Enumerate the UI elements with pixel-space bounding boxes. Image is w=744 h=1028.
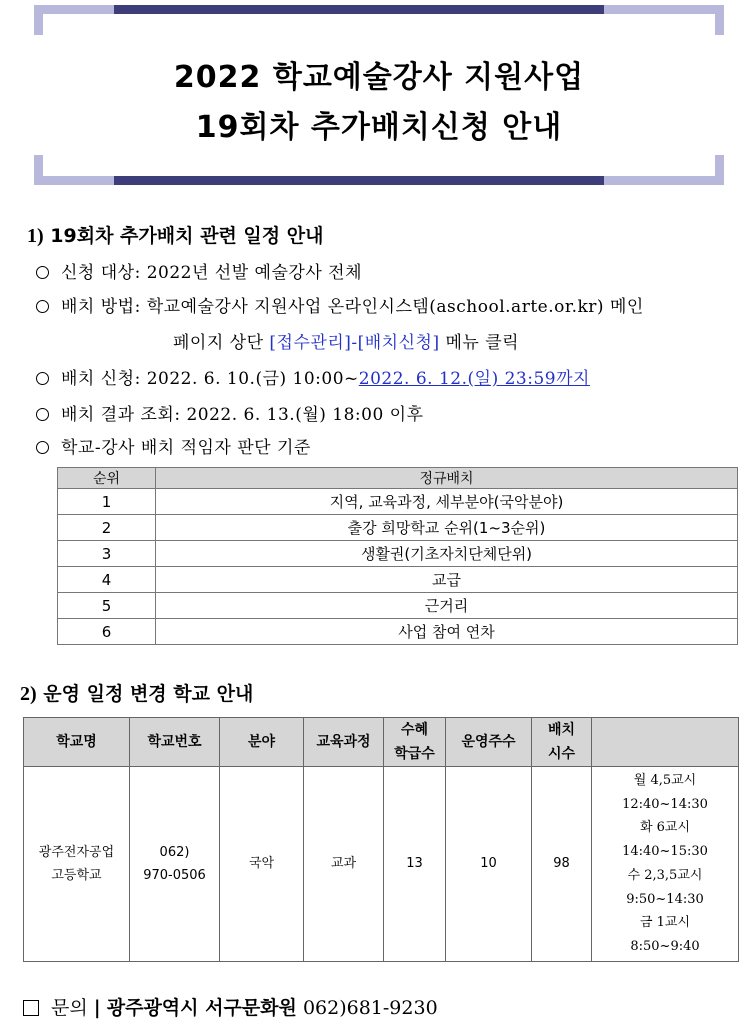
- contact-org: 광주광역시 서구문화원: [106, 997, 297, 1019]
- rank-header-row: [58, 468, 738, 489]
- time-line: 9:50~14:30: [626, 891, 704, 907]
- table-row: [58, 515, 738, 541]
- header-blank: [592, 718, 739, 767]
- rank-cell: 4: [58, 567, 156, 593]
- schedule-header-row: [24, 718, 739, 767]
- time-line: 8:50~9:40: [630, 938, 700, 954]
- contact-separator: |: [93, 997, 101, 1019]
- circle-bullet-icon: [36, 300, 49, 313]
- code-cell: [130, 767, 220, 962]
- rank-table: [57, 467, 738, 645]
- header-code: 학교번호: [130, 718, 220, 767]
- header-hours: [532, 718, 592, 767]
- header-weeks: 운영주수: [446, 718, 532, 767]
- criteria-cell: 출강 희망학교 순위(1~3순위): [156, 515, 738, 541]
- circle-bullet-icon: [36, 408, 49, 421]
- contact-label: 문의: [51, 997, 88, 1019]
- times-cell: [592, 767, 739, 962]
- section1-heading: [27, 221, 323, 248]
- section2-heading: [20, 679, 253, 706]
- school-name-line2: 고등학교: [51, 867, 102, 883]
- time-line: 화 6교시: [639, 820, 691, 836]
- banner-corner: [34, 5, 43, 35]
- contact-line: [23, 993, 438, 1020]
- apply-period-text: 배치 신청: 2022. 6. 10.(금) 10:00~: [61, 369, 359, 389]
- hours-cell: 98: [532, 767, 592, 962]
- header-hours-line2: 시수: [547, 746, 576, 762]
- bullet-method-cont: [173, 328, 519, 353]
- bullet-criteria-text: 학교-강사 배치 적임자 판단 기준: [61, 438, 311, 458]
- criteria-cell: 교급: [156, 567, 738, 593]
- table-row: [58, 567, 738, 593]
- weeks-cell: 10: [446, 767, 532, 962]
- bullet-target: [36, 258, 362, 283]
- header-classes: [384, 718, 446, 767]
- section1-number: 1): [27, 225, 44, 247]
- field-cell: 국악: [220, 767, 304, 962]
- school-cell: [24, 767, 130, 962]
- course-cell: 교과: [304, 767, 384, 962]
- bullet-result-text: 배치 결과 조회: 2022. 6. 13.(월) 18:00 이후: [61, 405, 424, 425]
- table-row: [58, 593, 738, 619]
- rank-header-regular: 정규배치: [156, 468, 738, 489]
- circle-bullet-icon: [36, 372, 49, 385]
- header-hours-line1: 배치: [547, 722, 576, 738]
- time-line: 12:40~14:30: [622, 796, 708, 812]
- square-bullet-icon: [23, 1000, 39, 1016]
- table-row: [24, 767, 739, 962]
- school-name-line1: 광주전자공업: [38, 844, 115, 860]
- time-line: 금 1교시: [639, 915, 691, 931]
- header-classes-line2: 학급수: [394, 746, 435, 762]
- school-code-line1: 062): [159, 844, 190, 860]
- method-cont-post: 메뉴 클릭: [439, 333, 520, 353]
- page-title-line2: 19회차 추가배치신청 안내: [195, 110, 563, 145]
- header-course: 교육과정: [304, 718, 384, 767]
- section1-title: 19회차 추가배치 관련 일정 안내: [50, 225, 324, 247]
- circle-bullet-icon: [36, 441, 49, 454]
- rank-cell: 2: [58, 515, 156, 541]
- classes-cell: 13: [384, 767, 446, 962]
- time-line: 월 4,5교시: [633, 773, 697, 788]
- title-banner: [34, 5, 724, 185]
- menu-path: [접수관리]-[배치신청]: [269, 333, 440, 353]
- method-cont-pre: 페이지 상단: [173, 333, 270, 353]
- circle-bullet-icon: [36, 266, 49, 279]
- header-field: 분야: [220, 718, 304, 767]
- section2-title: 운영 일정 변경 학교 안내: [43, 683, 254, 705]
- rank-header-rank: 순위: [58, 468, 156, 489]
- criteria-cell: 지역, 교육과정, 세부분야(국악분야): [156, 489, 738, 515]
- apply-deadline[interactable]: 2022. 6. 12.(일) 23:59까지: [358, 369, 590, 389]
- banner-top-bar: [34, 5, 724, 14]
- table-row: [58, 619, 738, 645]
- schedule-table: [23, 717, 739, 962]
- bullet-method-text: 배치 방법: 학교예술강사 지원사업 온라인시스템(aschool.arte.or.kr) 메인: [61, 297, 644, 317]
- page-title-line1: 2022 학교예술강사 지원사업: [173, 60, 585, 95]
- bullet-apply: [36, 364, 590, 389]
- time-line: 14:40~15:30: [622, 844, 708, 860]
- header-classes-line1: 수혜: [400, 722, 429, 738]
- rank-cell: 1: [58, 489, 156, 515]
- bullet-method: [36, 292, 644, 317]
- criteria-cell: 사업 참여 연차: [156, 619, 738, 645]
- rank-cell: 3: [58, 541, 156, 567]
- time-line: 수 2,3,5교시: [627, 867, 703, 883]
- rank-cell: 6: [58, 619, 156, 645]
- header-school: 학교명: [24, 718, 130, 767]
- rank-cell: 5: [58, 593, 156, 619]
- bullet-result: [36, 400, 424, 425]
- bullet-criteria: [36, 433, 311, 458]
- school-code-line2: 970-0506: [143, 867, 206, 883]
- table-row: [58, 541, 738, 567]
- banner-bottom-bar: [34, 176, 724, 185]
- criteria-cell: 생활권(기초자치단체단위): [156, 541, 738, 567]
- bullet-target-text: 신청 대상: 2022년 선발 예술강사 전체: [61, 263, 362, 283]
- contact-phone: 062)681-9230: [302, 997, 438, 1019]
- criteria-cell: 근거리: [156, 593, 738, 619]
- table-row: [58, 489, 738, 515]
- section2-number: 2): [20, 683, 37, 705]
- banner-corner: [715, 5, 724, 35]
